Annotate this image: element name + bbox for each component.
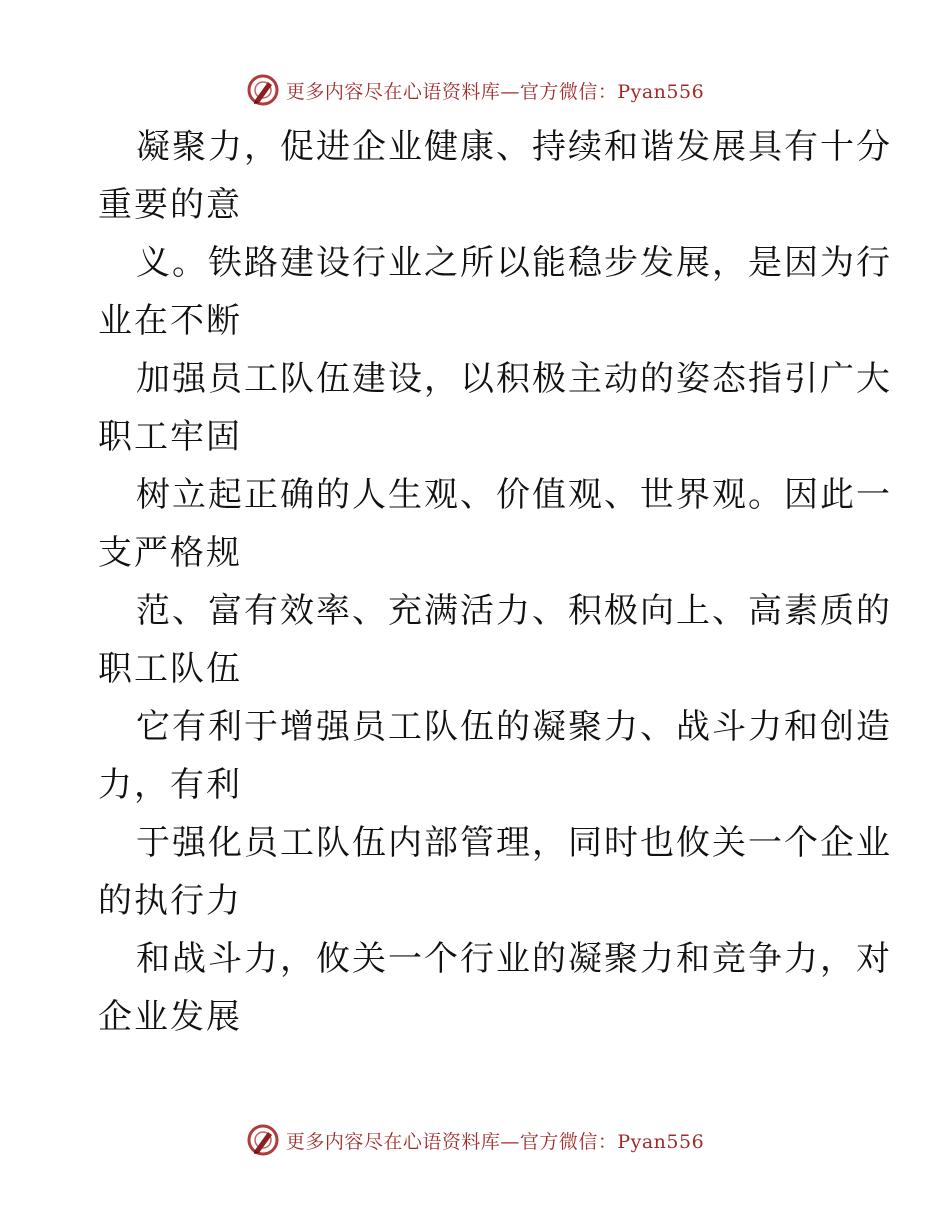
- paragraph-line: 企业发展: [98, 997, 242, 1037]
- paragraph-line: 职工队伍: [98, 649, 242, 689]
- paragraph-1: [98, 118, 892, 234]
- paragraph-line: 义。铁路建设行业之所以能稳步发展，是因为行: [136, 243, 892, 283]
- paragraph-3: [98, 350, 892, 466]
- paragraph-2: [98, 234, 892, 350]
- paragraph-line: 业在不断: [98, 301, 242, 341]
- header-banner-text: 更多内容尽在心语资料库—官方微信：Pyan556: [285, 80, 705, 103]
- paragraph-line: 它有利于增强员工队伍的凝聚力、战斗力和创造: [136, 707, 892, 747]
- paragraph-line: 力，有利: [98, 765, 242, 805]
- paragraph-line: 的执行力: [98, 881, 242, 921]
- paragraph-line: 和战斗力，攸关一个行业的凝聚力和竞争力，对: [136, 939, 892, 979]
- header-banner-inner: [246, 73, 704, 107]
- paragraph-line: 加强员工队伍建设，以积极主动的姿态指引广大: [136, 359, 892, 399]
- paragraph-line: 于强化员工队伍内部管理，同时也攸关一个企业: [136, 823, 892, 863]
- paragraph-line: 重要的意: [98, 185, 242, 225]
- paragraph-7: [98, 814, 892, 930]
- paragraph-5: [98, 582, 892, 698]
- paragraph-4: [98, 466, 892, 582]
- paragraph-line: 凝聚力，促进企业健康、持续和谐发展具有十分: [136, 127, 892, 167]
- header-banner: [0, 70, 950, 110]
- paragraph-line: 树立起正确的人生观、价值观、世界观。因此一: [136, 475, 892, 515]
- pen-logo-icon: [246, 73, 280, 107]
- paragraph-6: [98, 698, 892, 814]
- paragraph-8: [98, 930, 892, 1046]
- footer-banner-inner: [246, 1123, 704, 1157]
- footer-banner: [0, 1120, 950, 1160]
- paragraph-line: 职工牢固: [98, 417, 242, 457]
- paragraph-line: 支严格规: [98, 533, 242, 573]
- paragraph-line: 范、富有效率、充满活力、积极向上、高素质的: [136, 591, 892, 631]
- pen-logo-icon: [246, 1123, 280, 1157]
- footer-banner-text: 更多内容尽在心语资料库—官方微信：Pyan556: [285, 1130, 705, 1153]
- body-text: [98, 118, 892, 1046]
